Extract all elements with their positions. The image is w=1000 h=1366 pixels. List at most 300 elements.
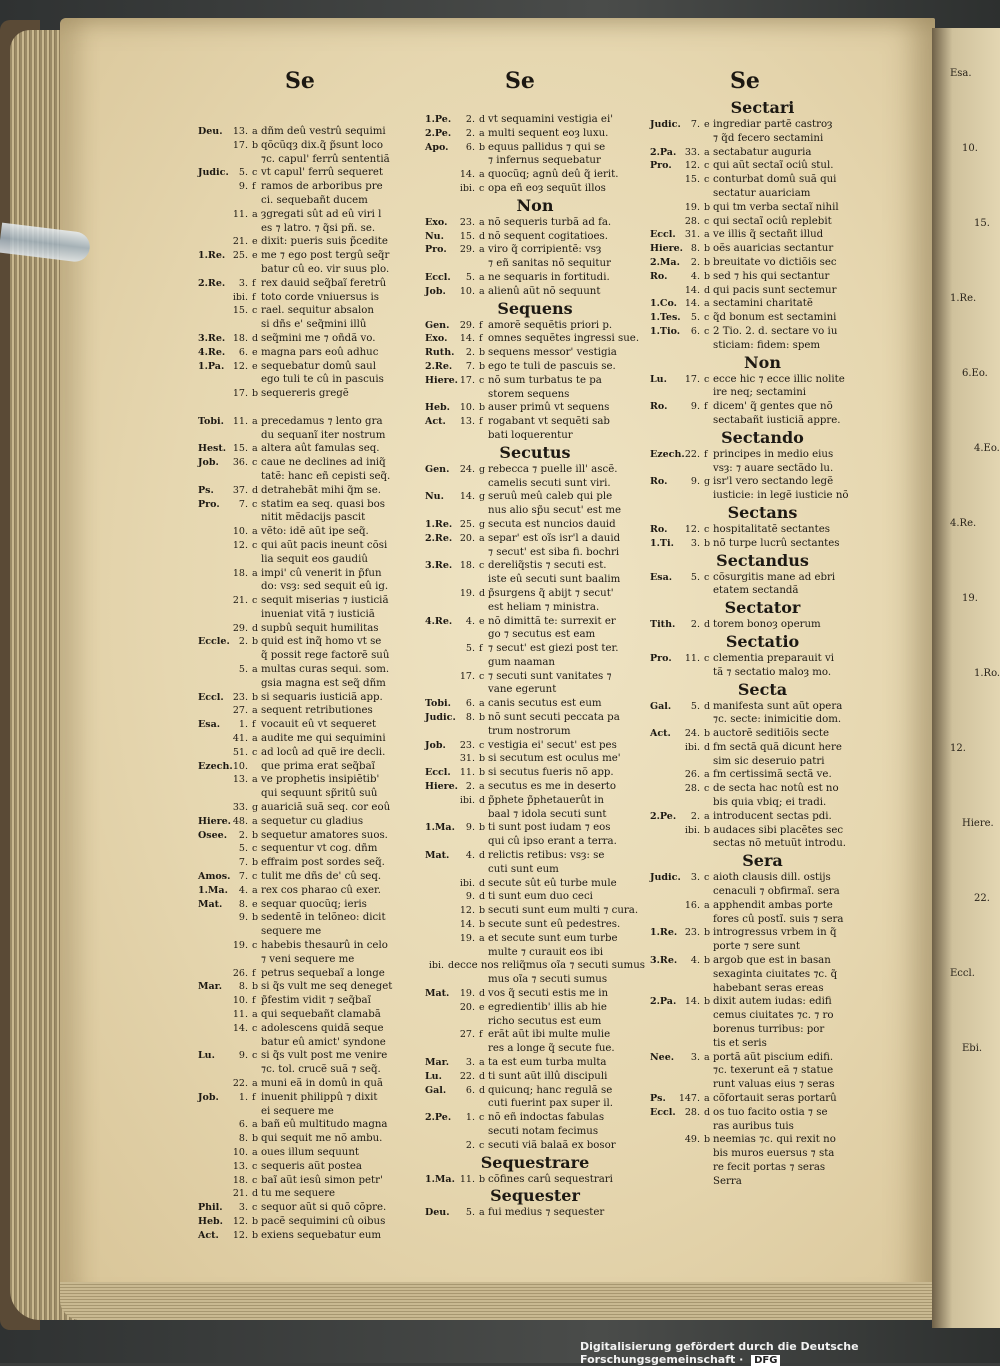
book-reference: 1.Ma. (425, 822, 455, 834)
entry-text: baĩ aũt iesû simon petr' (261, 1174, 383, 1186)
chapter-number: 5. (238, 843, 248, 855)
chapter-number (453, 628, 479, 642)
entry-text: vẽto: idẽ aũt ipe seq̃. (261, 526, 369, 538)
index-entry (425, 863, 645, 877)
entry-text: impi' cû venerit in p̃fun (261, 567, 382, 579)
section-letter: d (704, 1106, 711, 1118)
chapter-number (678, 339, 704, 353)
chapter-number: 24. (459, 463, 475, 475)
chapter-number: 10. (232, 995, 248, 1007)
entry-text: cuti fuerint pax super il. (488, 1098, 614, 1110)
facing-page-reference: 10. (962, 143, 978, 154)
section-letter: b (252, 1215, 259, 1227)
chapter-number: 6. (465, 698, 475, 710)
book-reference: 1.Ma. (198, 884, 228, 896)
section-letter (252, 470, 261, 484)
section-letter: f (252, 181, 256, 193)
section-letter: a (252, 526, 258, 538)
chapter-number: 26. (232, 967, 248, 979)
chapter-number (226, 373, 252, 387)
section-letter: b (704, 256, 711, 268)
book-reference: Lu. (425, 1070, 442, 1082)
chapter-number: 17. (684, 373, 700, 385)
chapter-number: 6. (465, 141, 475, 153)
book-reference (650, 666, 678, 680)
chapter-number (226, 925, 252, 939)
book-reference: Exo. (425, 333, 448, 345)
entry-text: sequent retributiones (261, 705, 373, 717)
section-letter (252, 608, 261, 622)
chapter-number: 28. (684, 215, 700, 227)
chapter-number (226, 263, 252, 277)
section-letter: c (252, 1050, 258, 1062)
section-letter: d (479, 988, 486, 1000)
section-heading: Sectandus (716, 550, 809, 570)
entry-text: vos q̃ secuti estis me in (488, 988, 609, 1000)
book-reference: Esa. (650, 571, 673, 583)
entry-text: sequetur amatores suos. (261, 829, 388, 841)
book-reference (198, 704, 226, 718)
index-entry (650, 537, 875, 551)
chapter-number: 48. (232, 815, 248, 827)
entry-text: nitit mẽdacijs pascit (261, 512, 366, 524)
entry-text: canis secutus est eum (488, 698, 602, 710)
chapter-number: 9. (238, 1050, 248, 1062)
book-reference: Ro. (650, 523, 668, 535)
book-reference: Ps. (198, 484, 214, 496)
entry-text: fores cû postĩ. suis ⁊ sera (713, 913, 844, 925)
entry-text: qui sectaĩ ociû replebit (713, 215, 832, 227)
section-letter (479, 628, 488, 642)
book-reference: Hiere. (425, 781, 458, 793)
chapter-number (678, 1078, 704, 1092)
chapter-number: 31. (684, 229, 700, 241)
index-entry (425, 739, 645, 753)
chapter-number (453, 546, 479, 560)
chapter-number: 7. (690, 119, 700, 130)
section-letter: b (704, 996, 711, 1008)
book-reference (198, 222, 226, 236)
book-reference (198, 194, 226, 208)
facing-page-reference: 1.Ro. (974, 668, 1000, 679)
index-entry (650, 489, 875, 503)
index-entry (198, 222, 410, 236)
chapter-number: 15. (232, 305, 248, 317)
chapter-number: ibi. (459, 794, 475, 806)
section-letter (479, 946, 488, 960)
entry-text: secute sunt eû pedestres. (488, 919, 621, 931)
index-entry (425, 401, 645, 415)
index-entry (198, 1215, 410, 1229)
chapter-number (226, 194, 252, 208)
entry-text: res a longe q̃ secute fue. (488, 1043, 615, 1055)
index-entry (198, 194, 410, 208)
entry-text: bañ eû multitudo magna (261, 1119, 388, 1131)
section-letter (479, 477, 488, 491)
book-reference: 2.Re. (425, 360, 453, 372)
entry-text: sequar quocũq; ieris (261, 898, 367, 910)
index-entry (198, 1201, 410, 1215)
entry-text: ⁊ secuti sunt vanitates ⁊ (488, 670, 612, 682)
section-letter: b (479, 141, 486, 153)
book-reference: Judic. (198, 167, 229, 179)
entry-text: si q̃s vult post me venire (261, 1050, 388, 1062)
section-letter (704, 1064, 713, 1078)
book-reference (198, 953, 226, 967)
index-entry (198, 1146, 410, 1160)
index-entry (198, 718, 410, 732)
entry-text: tatẽ: hanc eñ cepisti seq̃. (261, 470, 391, 482)
entry-text: erãt aũt ibi multe mulie (488, 1029, 611, 1041)
index-entry (198, 263, 410, 277)
chapter-number: ibi. (684, 741, 700, 753)
section-letter: b (479, 402, 486, 414)
index-entry (650, 462, 875, 476)
facing-page-reference: Eccl. (950, 968, 975, 979)
section-letter: c (704, 872, 710, 884)
index-entry (425, 821, 645, 835)
entry-text: borenus turribus: por (713, 1024, 825, 1036)
index-entry (198, 291, 410, 305)
entry-text: introgressus vrbem in q̃ (713, 927, 837, 939)
chapter-number (678, 1120, 704, 1134)
chapter-number: 19. (232, 940, 248, 952)
entry-text: isr'l vero sectando legẽ (713, 476, 834, 488)
index-entry (198, 153, 410, 167)
chapter-number: 9. (465, 891, 475, 903)
section-letter (479, 573, 488, 587)
index-entry (425, 890, 645, 904)
index-entry (425, 559, 645, 573)
index-entry (650, 713, 875, 727)
entry-text: seruû meû caleb qui ple (488, 491, 613, 503)
book-reference (650, 1078, 678, 1092)
chapter-number: 33. (232, 802, 248, 814)
entry-text: rogabant vt sequẽti sab (488, 416, 610, 428)
section-letter (704, 755, 713, 769)
book-reference (425, 670, 453, 684)
book-reference: Exo. (425, 216, 448, 228)
index-entry (425, 959, 645, 973)
book-reference (198, 387, 226, 401)
section-letter (704, 414, 713, 428)
index-entry (425, 615, 645, 629)
section-letter: a (252, 1119, 258, 1131)
index-entry (198, 1160, 410, 1174)
entry-text: toto corde vniuersus is (261, 291, 379, 303)
entry-text: neemias ⁊c. qui rexit no (713, 1134, 836, 1146)
book-reference (425, 388, 453, 402)
section-letter (252, 787, 261, 801)
index-entry (198, 567, 410, 581)
chapter-number: 14. (684, 298, 700, 310)
running-header-middle: Se (505, 68, 535, 94)
entry-text: ingrediar partẽ castroȝ (713, 119, 833, 130)
index-entry (198, 1022, 410, 1036)
book-reference (650, 768, 678, 782)
index-entry (650, 146, 875, 160)
index-entry (425, 987, 645, 1001)
book-reference (425, 573, 453, 587)
section-letter: d (704, 741, 711, 753)
chapter-number: 12. (232, 1215, 248, 1227)
chapter-number: 28. (684, 783, 700, 795)
chapter-number: 6. (465, 1084, 475, 1096)
chapter-number: 22. (232, 1077, 248, 1089)
section-letter (704, 1023, 713, 1037)
index-entry (198, 939, 410, 953)
chapter-number: 11. (459, 1173, 475, 1185)
index-entry (198, 1132, 410, 1146)
index-entry (650, 270, 875, 284)
book-reference (425, 794, 453, 808)
section-letter (252, 649, 261, 663)
index-entry (650, 1106, 875, 1120)
chapter-number: 5. (465, 643, 475, 655)
section-letter: a (252, 1077, 258, 1089)
index-entry (650, 755, 875, 769)
column-right (650, 98, 875, 1189)
section-letter: a (252, 208, 258, 220)
index-entry (650, 1037, 875, 1051)
book-reference (198, 773, 226, 787)
chapter-number: 12. (232, 360, 248, 372)
book-reference (650, 339, 678, 353)
chapter-number (678, 913, 704, 927)
book-reference (650, 968, 678, 982)
section-letter (252, 401, 261, 415)
index-entry (198, 1105, 410, 1119)
section-letter (704, 713, 713, 727)
book-reference: 1.Pa. (198, 360, 225, 372)
entry-text: equus pallidus ⁊ qui se (488, 141, 606, 153)
index-entry (425, 1139, 645, 1153)
section-letter: b (252, 1133, 259, 1145)
chapter-number: 26. (684, 769, 700, 781)
entry-text: re fecit portas ⁊ seras (713, 1162, 826, 1173)
book-reference: Deu. (425, 1207, 450, 1219)
book-reference (198, 304, 226, 318)
index-entry (425, 271, 645, 285)
section-letter: c (704, 652, 710, 664)
entry-text: que prima erat seq̃baĩ (261, 760, 375, 772)
section-letter: a (252, 567, 258, 579)
chapter-number: 5. (690, 312, 700, 324)
index-entry (425, 849, 645, 863)
chapter-number: 22. (684, 448, 700, 460)
entry-text: auser primû vt sequens (488, 402, 610, 414)
entry-text: etatem sectandã (713, 585, 799, 597)
chapter-number: 36. (232, 457, 248, 469)
index-entry (425, 319, 645, 333)
book-reference (650, 940, 678, 954)
facing-page-reference: 19. (962, 593, 978, 604)
section-letter: b (479, 905, 486, 917)
chapter-number (226, 429, 252, 443)
section-letter: b (252, 388, 259, 400)
chapter-number: 7. (238, 857, 248, 869)
section-letter: c (252, 167, 258, 179)
book-reference (425, 257, 453, 271)
section-letter: b (479, 753, 486, 765)
index-entry (650, 159, 875, 173)
index-entry (198, 332, 410, 346)
entry-text: egredientib' illis ab hie (488, 1001, 607, 1013)
book-reference (198, 291, 226, 305)
book-reference (650, 215, 678, 229)
index-entry (425, 360, 645, 374)
entry-text: sequit miserias ⁊ iusticiã (261, 595, 389, 607)
book-reference (198, 939, 226, 953)
entry-text: ti sunt aũt illû discipuli (488, 1070, 608, 1082)
index-entry (198, 180, 410, 194)
chapter-number (453, 683, 479, 697)
book-reference: 3.Re. (198, 332, 226, 344)
section-letter: c (704, 523, 710, 535)
entry-text: oẽs auaricias sectantur (713, 243, 834, 255)
entry-text: si dñs e' seq̃mini illû (261, 319, 367, 331)
dfg-logo: DFG (751, 1355, 780, 1366)
chapter-number (678, 885, 704, 899)
section-letter: a (704, 899, 710, 911)
chapter-number: 14. (459, 919, 475, 931)
entry-text: omnes sequẽtes ingressi sue. (488, 333, 640, 345)
index-entry (425, 1028, 645, 1042)
chapter-number (453, 154, 479, 168)
book-reference: 1.Tio. (650, 325, 681, 337)
chapter-number: 3. (238, 1202, 248, 1214)
section-letter: c (704, 215, 710, 227)
section-letter: d (479, 1084, 486, 1096)
book-reference: 1.Re. (425, 518, 453, 530)
chapter-number (453, 973, 479, 987)
entry-text: hospitalitatẽ sectantes (713, 523, 830, 535)
entry-text: principes in medio eius (713, 448, 834, 460)
entry-text: ci. sequebañt ducem (261, 194, 368, 206)
entry-text: secute sût eû turbe mule (488, 877, 617, 889)
index-entry (650, 1133, 875, 1147)
book-reference (650, 284, 678, 298)
chapter-number (678, 1064, 704, 1078)
index-entry (650, 325, 875, 339)
entry-text: storem sequens (488, 388, 570, 400)
book-reference: Amos. (198, 871, 231, 883)
section-letter: c (479, 1112, 485, 1124)
chapter-number (453, 388, 479, 402)
entry-text: ti sunt eum duo ceci (488, 891, 593, 903)
book-reference: 4.Re. (198, 346, 226, 358)
index-entry (198, 373, 410, 387)
entry-text: bis quia vbiq; ei tradi. (713, 797, 827, 809)
entry-text: ego tuli te cû in pascuis (261, 374, 384, 386)
book-reference (650, 489, 678, 503)
index-entry (198, 1091, 410, 1105)
chapter-number: 15. (232, 443, 248, 455)
index-entry (198, 870, 410, 884)
chapter-number: ibi. (684, 824, 700, 836)
section-letter (704, 885, 713, 899)
entry-text: lia sequit eos gaudiû (261, 553, 368, 565)
book-reference (198, 925, 226, 939)
index-entry (425, 1001, 645, 1015)
section-letter: b (479, 822, 486, 834)
entry-text: qui aũt sectaĩ ociû stul. (713, 160, 834, 172)
chapter-number: 3. (238, 277, 248, 289)
chapter-number (226, 1105, 252, 1119)
chapter-number (453, 863, 479, 877)
chapter-number: 29. (459, 319, 475, 331)
entry-text: inueniat vitã ⁊ iusticiã (261, 608, 375, 620)
section-letter: c (252, 843, 258, 855)
index-entry (425, 904, 645, 918)
book-reference (650, 414, 678, 428)
chapter-number: 9. (238, 912, 248, 924)
index-entry (198, 1229, 410, 1243)
entry-text: sequens messor' vestigia (488, 347, 617, 359)
chapter-number: 7. (238, 498, 248, 510)
section-letter: c (252, 1202, 258, 1214)
chapter-number (678, 584, 704, 598)
entry-text: ⁊ q̃d fecero sectamini (713, 132, 824, 144)
book-reference: Job. (425, 739, 446, 751)
index-entry (198, 360, 410, 374)
index-entry (650, 132, 875, 146)
chapter-number (678, 414, 704, 428)
book-reference (198, 318, 226, 332)
entry-text: me ⁊ ego post tergû seq̃r (261, 250, 390, 262)
index-entry (425, 429, 645, 443)
footer-text: Digitalisierung gefördert durch die Deutsche Forschungsgemeinschaft · (580, 1340, 859, 1366)
chapter-number: 23. (459, 739, 475, 751)
book-reference (425, 808, 453, 822)
book-reference (650, 755, 678, 769)
facing-page-reference: 4.Re. (950, 518, 977, 529)
book-reference: 1.Ma. (425, 1173, 455, 1185)
entry-text: batur cû eo. vir suus plo. (261, 263, 390, 275)
chapter-number: 17. (459, 374, 475, 386)
book-reference: Judic. (650, 872, 681, 884)
chapter-number: 8. (238, 1133, 248, 1145)
book-reference (425, 656, 453, 670)
section-letter (479, 973, 488, 987)
section-letter: c (252, 595, 258, 607)
section-letter: g (479, 518, 486, 530)
column-middle (425, 113, 645, 1220)
section-letter (704, 982, 713, 996)
section-letter: b (252, 857, 259, 869)
index-entry (650, 1147, 875, 1161)
index-entry (425, 794, 645, 808)
book-reference (198, 511, 226, 525)
book-reference (425, 877, 453, 891)
entry-text: ras auribus tuis (713, 1120, 794, 1132)
entry-text: precedamus ⁊ lento gra (261, 415, 383, 427)
section-letter (479, 388, 488, 402)
entry-text: manifesta sunt aũt opera (713, 700, 843, 712)
book-reference: Nu. (425, 491, 444, 503)
chapter-number (453, 601, 479, 615)
entry-text: vt capul' ferrû sequeret (261, 167, 383, 179)
book-reference: Apo. (425, 141, 449, 153)
book-reference (425, 1139, 453, 1153)
section-letter: a (252, 1146, 258, 1158)
chapter-number: 15. (459, 230, 475, 242)
section-letter: f (252, 277, 256, 289)
chapter-number: 12. (232, 1229, 248, 1241)
book-reference: 1.Co. (650, 298, 677, 310)
chapter-number (678, 1009, 704, 1023)
section-letter (252, 553, 261, 567)
